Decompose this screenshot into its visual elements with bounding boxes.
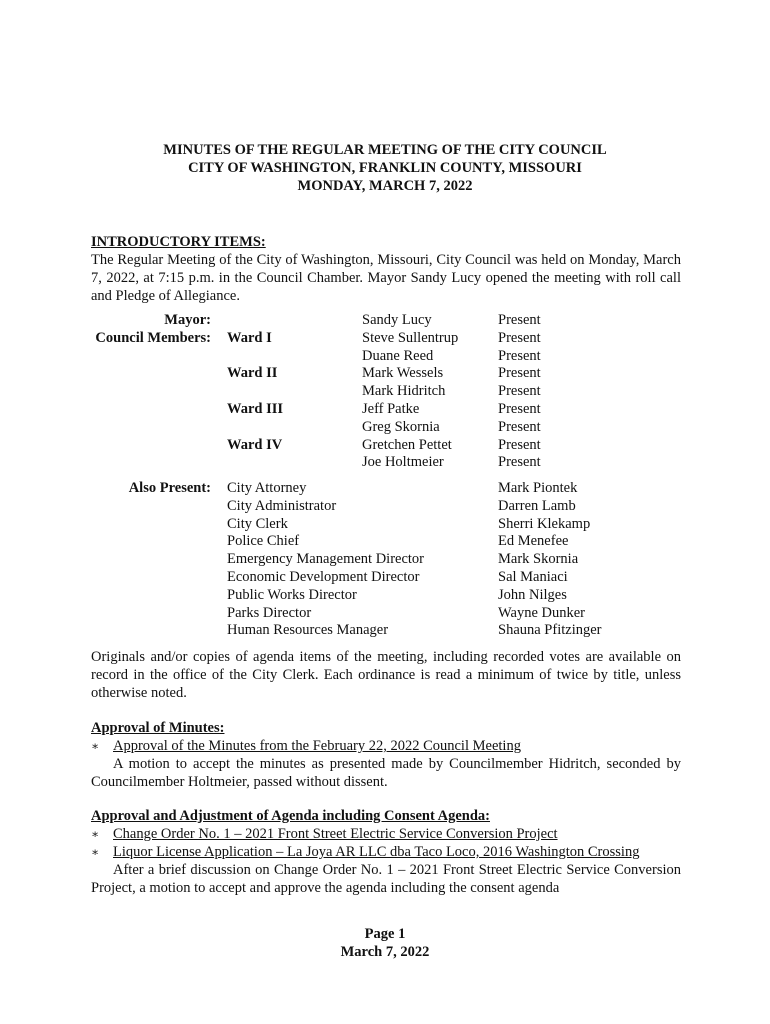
member-status: Present [498,312,541,328]
roll-row [91,330,691,348]
member-name: Duane Reed [362,347,434,364]
staff-title: Public Works Director [227,586,357,603]
member-name: Mark Wessels [362,365,444,382]
staff-row [91,551,691,569]
approval-minutes-title: Approval of Minutes: [91,720,225,736]
roll-row [91,348,691,366]
member-status: Present [498,365,541,382]
also-present-table [91,480,691,640]
roll-row [91,454,691,472]
header-line-1: MINUTES OF THE REGULAR MEETING OF THE CITY COUNCIL [163,142,607,158]
staff-row [91,516,691,534]
approval-minutes-text: A motion to accept the minutes as presented made by Councilmember Hidritch, seconded by Councilmember Holtmeier, passed without dissent. [91,756,681,790]
agenda-item-text: Liquor License Application – La Joya AR LLC dba Taco Loco, 2016 Washington Crossing [113,844,640,860]
member-name: Mark Hidritch [362,383,446,400]
page-number: Page 1 [364,926,406,942]
approval-minutes-item [91,737,681,755]
ward-label: Ward III [227,400,284,417]
staff-name: Sal Maniaci [498,568,568,585]
member-status: Present [498,347,541,364]
roll-row [91,437,691,455]
agenda-section [91,807,681,897]
staff-name: Mark Piontek [498,480,578,496]
member-status: Present [498,418,541,435]
staff-name: Sherri Klekamp [498,515,591,532]
intro-text: The Regular Meeting of the City of Washington, Missouri, City Council was held on Monday, March 7, 2022, at 7:15 p.m. in the Council Chamber. Mayor Sandy Lucy opened the meeting with roll call and Pledge of Allegiance. [91,252,681,304]
agenda-item [91,843,681,861]
staff-title: Economic Development Director [227,568,420,585]
agenda-item [91,825,681,843]
roll-call-table [91,312,691,472]
staff-name: Wayne Dunker [498,604,586,621]
header-line-2: CITY OF WASHINGTON, FRANKLIN COUNTY, MISSOURI [188,160,582,176]
member-status: Present [498,329,541,346]
also-present-label: Also Present: [128,480,211,496]
bullet-icon: ∗ [91,845,100,859]
member-status: Present [498,454,541,471]
agenda-item-text: Change Order No. 1 – 2021 Front Street Electric Service Conversion Project [113,826,558,842]
staff-title: Emergency Management Director [227,551,425,568]
staff-name: Darren Lamb [498,497,576,514]
ward-label: Ward IV [227,436,283,453]
staff-title: City Administrator [227,497,337,514]
member-name: Sandy Lucy [362,312,432,328]
intro-section [91,233,681,305]
document-header [0,141,770,195]
approval-minutes-section [91,719,681,791]
intro-title: INTRODUCTORY ITEMS: [91,234,266,250]
staff-row [91,622,691,640]
staff-name: Ed Menefee [498,533,569,550]
member-name: Greg Skornia [362,418,440,435]
staff-row [91,569,691,587]
member-name: Joe Holtmeier [362,454,444,471]
roll-row [91,365,691,383]
agenda-text: After a brief discussion on Change Order No. 1 – 2021 Front Street Electric Service Conversion Project, a motion to accept and approve the agenda including the consent agenda [91,862,681,896]
bullet-icon: ∗ [91,739,100,753]
member-name: Steve Sullentrup [362,329,459,346]
staff-title: Human Resources Manager [227,622,389,639]
header-line-3: MONDAY, MARCH 7, 2022 [297,178,473,194]
staff-title: Police Chief [227,533,300,550]
roll-row [91,383,691,401]
approval-minutes-item-text: Approval of the Minutes from the February 22, 2022 Council Meeting [113,738,521,754]
member-name: Jeff Patke [362,400,420,417]
staff-name: John Nilges [498,586,567,603]
staff-row [91,498,691,516]
ward-label: Ward II [227,365,278,382]
bullet-icon: ∗ [91,827,100,841]
staff-row [91,480,691,498]
originals-note: Originals and/or copies of agenda items of the meeting, including recorded votes are available on record in the office of the City Clerk. Each ordinance is read a minimum of twice by title, unless otherwise noted. [91,649,681,701]
mayor-label: Mayor: [164,312,211,328]
member-status: Present [498,383,541,400]
footer-date: March 7, 2022 [340,944,430,960]
staff-name: Mark Skornia [498,551,579,568]
staff-title: City Clerk [227,515,288,532]
staff-row [91,587,691,605]
staff-row [91,533,691,551]
roll-row [91,419,691,437]
roll-row [91,312,691,330]
ward-label: Ward I [227,329,272,346]
agenda-title: Approval and Adjustment of Agenda including Consent Agenda: [91,808,490,824]
staff-title: Parks Director [227,604,312,621]
member-name: Gretchen Pettet [362,436,452,453]
member-status: Present [498,436,541,453]
staff-row [91,605,691,623]
staff-name: Shauna Pfitzinger [498,622,602,639]
staff-title: City Attorney [227,480,307,496]
council-members-label: Council Members: [95,329,211,346]
roll-row [91,401,691,419]
page-footer [0,925,770,961]
member-status: Present [498,400,541,417]
